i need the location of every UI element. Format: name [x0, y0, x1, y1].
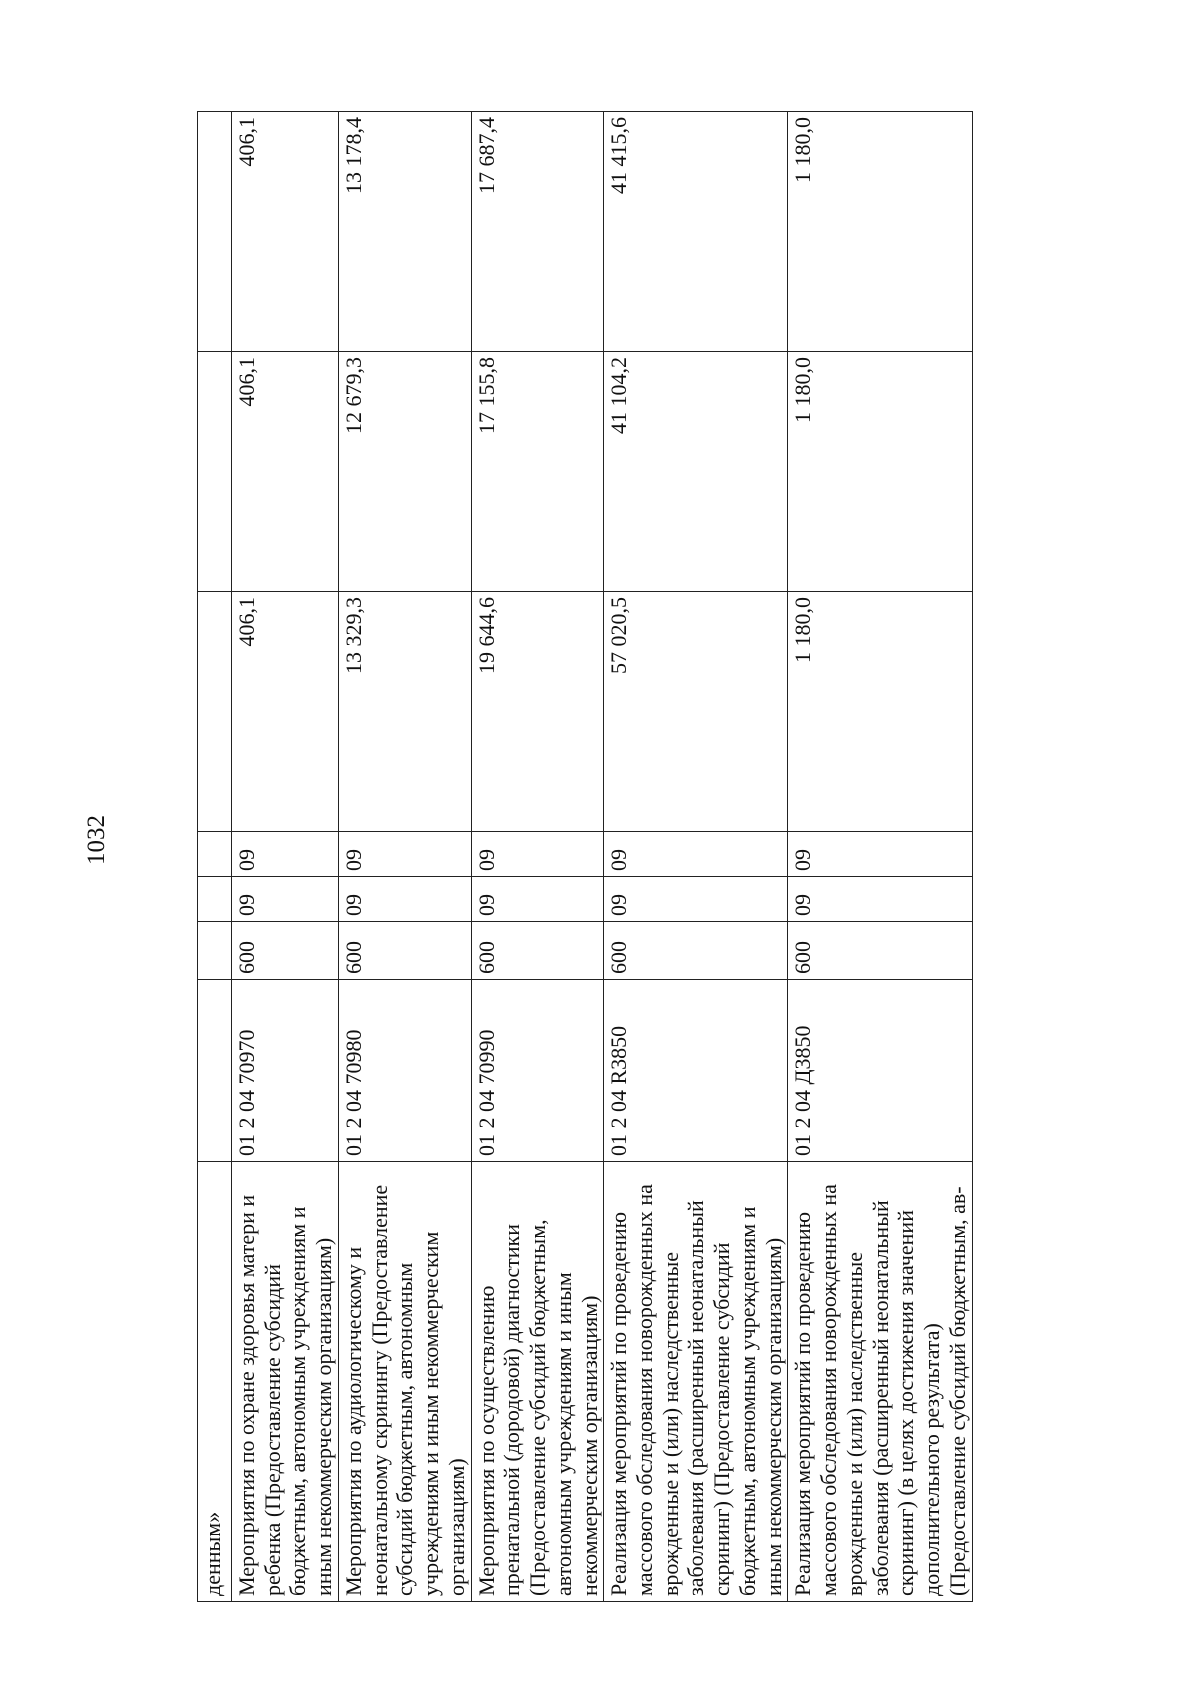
- row-value-3: 17 687,4: [471, 112, 604, 352]
- empty-cell: [198, 877, 232, 922]
- row-section: 09: [604, 877, 788, 922]
- row-value-3: 1 180,0: [788, 112, 972, 352]
- row-value-3: 13 178,4: [338, 112, 471, 352]
- row-group: 600: [232, 922, 339, 980]
- row-code: 01 2 04 Д3850: [788, 980, 972, 1162]
- row-value-1: 13 329,3: [338, 592, 471, 832]
- page-number: 1032: [83, 815, 110, 865]
- empty-cell: [198, 980, 232, 1162]
- empty-cell: [198, 112, 232, 352]
- table-row: [232, 112, 339, 1602]
- row-value-2: 406,1: [232, 352, 339, 592]
- continuation-row: [198, 112, 232, 1602]
- row-name: Реализация мероприятий по проведению массового обследования новорожденных на врожденные и (или) наследственные заболевания (расширенный неонатальный скрининг) (Предоставление субсидий бюджетным, автономным учреждениям и иным некоммерческим организациям): [604, 1162, 788, 1602]
- empty-cell: [198, 352, 232, 592]
- row-value-2: 12 679,3: [338, 352, 471, 592]
- empty-cell: [198, 592, 232, 832]
- table-row: [604, 112, 788, 1602]
- row-section: 09: [471, 877, 604, 922]
- row-group: 600: [788, 922, 972, 980]
- row-value-1: 406,1: [232, 592, 339, 832]
- row-code: 01 2 04 70990: [471, 980, 604, 1162]
- row-code: 01 2 04 70970: [232, 980, 339, 1162]
- row-section: 09: [788, 877, 972, 922]
- row-group: 600: [338, 922, 471, 980]
- row-value-1: 1 180,0: [788, 592, 972, 832]
- row-code: 01 2 04 R3850: [604, 980, 788, 1162]
- row-value-2: 1 180,0: [788, 352, 972, 592]
- continuation-cell: денным»: [198, 1162, 232, 1602]
- row-subsection: 09: [338, 832, 471, 877]
- row-name: Мероприятия по охране здоровья матери и ребенка (Предоставление субсидий бюджетным, автономным учреждениям и иным некоммерческим организациям): [232, 1162, 339, 1602]
- budget-table: [197, 111, 973, 1602]
- row-value-3: 41 415,6: [604, 112, 788, 352]
- row-name: Мероприятия по осуществлению пренатальной (дородовой) диагностики (Предоставление субсидий бюджетным, автономным учреждениям и иным некоммерческим организациям): [471, 1162, 604, 1602]
- row-subsection: 09: [604, 832, 788, 877]
- empty-cell: [198, 922, 232, 980]
- row-group: 600: [604, 922, 788, 980]
- budget-table-rotated: [197, 112, 1007, 1602]
- row-code: 01 2 04 70980: [338, 980, 471, 1162]
- row-section: 09: [232, 877, 339, 922]
- table-row: [338, 112, 471, 1602]
- row-value-2: 17 155,8: [471, 352, 604, 592]
- empty-cell: [198, 832, 232, 877]
- row-value-2: 41 104,2: [604, 352, 788, 592]
- row-value-1: 19 644,6: [471, 592, 604, 832]
- table-row: [788, 112, 972, 1602]
- row-subsection: 09: [788, 832, 972, 877]
- table-row: [471, 112, 604, 1602]
- row-value-1: 57 020,5: [604, 592, 788, 832]
- row-subsection: 09: [232, 832, 339, 877]
- row-name: Мероприятия по аудиологическому и неонатальному скринингу (Предоставление субсидий бюджетным, автономным учреждениям и иным некоммерческим организациям): [338, 1162, 471, 1602]
- row-value-3: 406,1: [232, 112, 339, 352]
- row-subsection: 09: [471, 832, 604, 877]
- row-name: Реализация мероприятий по проведению массового обследования новорожденных на врожденные и (или) наследственные заболевания (расширенный неонатальный скрининг) (в целях достижения значений дополнительного результата) (Предоставление субсидий бюджетным, ав-: [788, 1162, 972, 1602]
- row-section: 09: [338, 877, 471, 922]
- row-group: 600: [471, 922, 604, 980]
